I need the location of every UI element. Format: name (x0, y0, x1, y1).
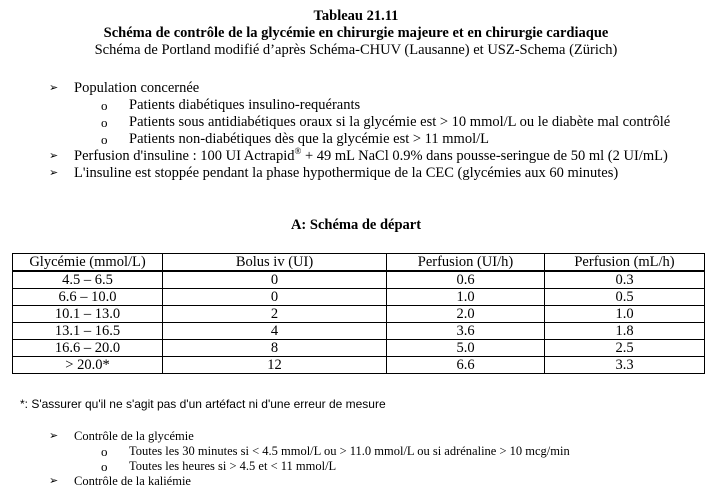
table-cell: 5.0 (387, 340, 545, 357)
table-cell: 4.5 – 6.5 (13, 271, 163, 289)
table-cell: 16.6 – 20.0 (13, 340, 163, 357)
table-cell: 12 (163, 357, 387, 374)
arrowhead-bullet-icon: ➢ (49, 430, 59, 442)
table-cell: 8 (163, 340, 387, 357)
circle-bullet-icon: o (101, 115, 108, 130)
arrowhead-bullet-icon: ➢ (49, 475, 59, 487)
page-subtitle-source: Schéma de Portland modifié d’après Schéma-CHUV (Lausanne) et USZ-Schema (Zürich) (94, 42, 618, 58)
table-cell: 0.3 (545, 271, 705, 289)
table-cell: 10.1 – 13.0 (13, 306, 163, 323)
table-cell: 3.3 (545, 357, 705, 374)
table-cell: 0.5 (545, 289, 705, 306)
list-item: ➢ Perfusion d'insuline : 100 UI Actrapid® + 49 mL NaCl 0.9% dans pousse-seringue de 50 ml (2 UI/mL) (49, 146, 668, 164)
arrowhead-bullet-icon: ➢ (49, 82, 59, 94)
col-header-infusion-ui: Perfusion (UI/h) (387, 254, 545, 272)
table-cell: 1.0 (387, 289, 545, 306)
list-item: ➢ Contrôle de la glycémie (49, 429, 194, 443)
table-cell: 0 (163, 289, 387, 306)
list-subitem: o Toutes les 30 minutes si < 4.5 mmol/L ou > 11.0 mmol/L ou si adrénaline > 10 mcg/min (101, 444, 570, 459)
table-row (13, 323, 705, 340)
title-block (0, 8, 712, 59)
circle-bullet-icon: o (101, 132, 108, 147)
criteria-list (0, 80, 712, 182)
table-cell: 2.5 (545, 340, 705, 357)
section-title: A: Schéma de départ (290, 217, 422, 233)
monitoring-list (0, 429, 712, 489)
list-subitem: o Toutes les heures si > 4.5 et < 11 mmol/L (101, 459, 337, 474)
table-row (13, 340, 705, 357)
table-row (13, 306, 705, 323)
arrowhead-bullet-icon: ➢ (49, 150, 59, 162)
table-cell: 2 (163, 306, 387, 323)
table-cell: 2.0 (387, 306, 545, 323)
table-cell: > 20.0* (13, 357, 163, 374)
table-cell: 13.1 – 16.5 (13, 323, 163, 340)
col-header-infusion-ml: Perfusion (mL/h) (545, 254, 705, 272)
list-subitem: o Patients diabétiques insulino-requérants (101, 97, 361, 113)
table-header-row (13, 254, 705, 272)
table-row (13, 357, 705, 374)
col-header-bolus: Bolus iv (UI) (163, 254, 387, 272)
table-row (13, 289, 705, 306)
table-cell: 1.8 (545, 323, 705, 340)
arrowhead-bullet-icon: ➢ (49, 167, 59, 179)
table-cell: 6.6 – 10.0 (13, 289, 163, 306)
list-item: ➢ Contrôle de la kaliémie (49, 474, 191, 488)
table-cell: 3.6 (387, 323, 545, 340)
circle-bullet-icon: o (101, 459, 108, 474)
list-item: ➢ Population concernée (49, 80, 200, 96)
list-item: ➢ L'insuline est stoppée pendant la phase hypothermique de la CEC (glycémies aux 60 minutes) (49, 165, 619, 181)
page-title: Tableau 21.11 (313, 8, 399, 24)
table-cell: 6.6 (387, 357, 545, 374)
list-subitem: o Patients sous antidiabétiques oraux si la glycémie est > 10 mmol/L ou le diabète mal contrôlé (101, 114, 671, 130)
list-subitem: o Patients non-diabétiques dès que la glycémie est > 11 mmol/L (101, 131, 489, 147)
table-cell: 1.0 (545, 306, 705, 323)
dosing-table (12, 253, 705, 374)
table-cell: 0 (163, 271, 387, 289)
circle-bullet-icon: o (101, 444, 108, 459)
page-subtitle: Schéma de contrôle de la glycémie en chirurgie majeure et en chirurgie cardiaque (103, 25, 609, 41)
circle-bullet-icon: o (101, 98, 108, 113)
table-cell: 0.6 (387, 271, 545, 289)
table-footnote: *: S'assurer qu'il ne s'agit pas d'un artéfact ni d'une erreur de mesure (20, 397, 386, 411)
col-header-glycemia: Glycémie (mmol/L) (13, 254, 163, 272)
table-row (13, 271, 705, 289)
table-cell: 4 (163, 323, 387, 340)
